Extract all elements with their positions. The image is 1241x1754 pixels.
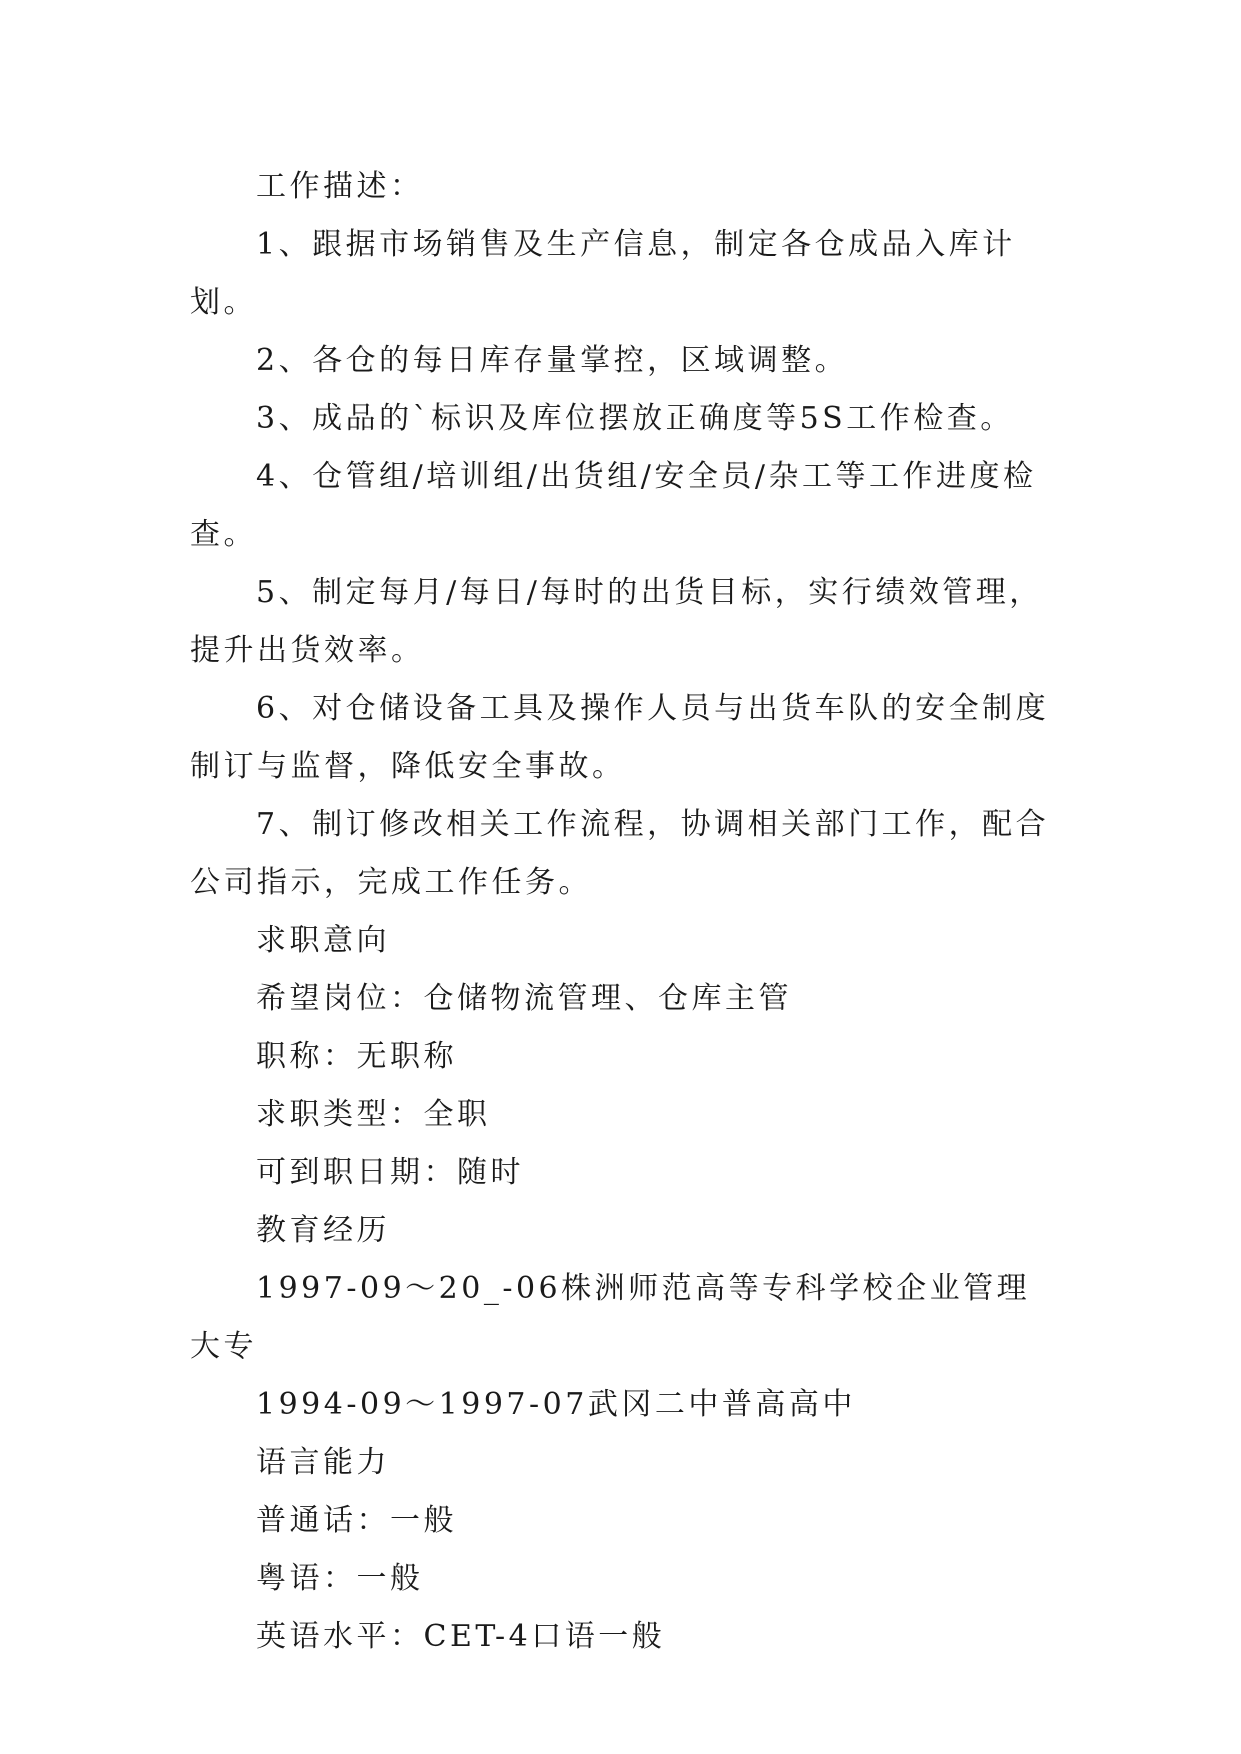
document-page bbox=[190, 158, 1060, 1666]
language-cantonese: 粤语：一般 bbox=[256, 1561, 424, 1596]
duty-item-5: 5、制定每月/每日/每时的出货目标，实行绩效管理，提升出货效率。 bbox=[190, 575, 1043, 668]
duty-item-1: 1、跟据市场销售及生产信息，制定各仓成品入库计划。 bbox=[190, 227, 1016, 320]
language-mandarin: 普通话：一般 bbox=[256, 1503, 457, 1538]
job-description-heading: 工作描述： bbox=[256, 169, 424, 204]
job-intention-heading: 求职意向 bbox=[256, 923, 390, 958]
job-type: 求职类型：全职 bbox=[256, 1097, 491, 1132]
education-entry-1: 1997-09～20_-06株洲师范高等专科学校企业管理大专 bbox=[190, 1271, 1031, 1364]
language-english: 英语水平：CET-4口语一般 bbox=[256, 1619, 666, 1654]
desired-position: 希望岗位：仓储物流管理、仓库主管 bbox=[256, 981, 792, 1016]
duty-item-7: 7、制订修改相关工作流程，协调相关部门工作，配合公司指示，完成工作任务。 bbox=[190, 807, 1050, 900]
duty-item-2: 2、各仓的每日库存量掌控，区域调整。 bbox=[256, 343, 849, 378]
education-entry-2: 1994-09～1997-07武冈二中普高高中 bbox=[256, 1387, 856, 1422]
duty-item-4: 4、仓管组/培训组/出货组/安全员/杂工等工作进度检查。 bbox=[190, 459, 1037, 552]
duty-item-3: 3、成品的`标识及库位摆放正确度等5S工作检查。 bbox=[256, 401, 1014, 436]
available-date: 可到职日期：随时 bbox=[256, 1155, 524, 1190]
education-heading: 教育经历 bbox=[256, 1213, 390, 1248]
language-heading: 语言能力 bbox=[256, 1445, 390, 1480]
duty-item-6: 6、对仓储设备工具及操作人员与出货车队的安全制度制订与监督，降低安全事故。 bbox=[190, 691, 1050, 784]
professional-title: 职称：无职称 bbox=[256, 1039, 457, 1074]
